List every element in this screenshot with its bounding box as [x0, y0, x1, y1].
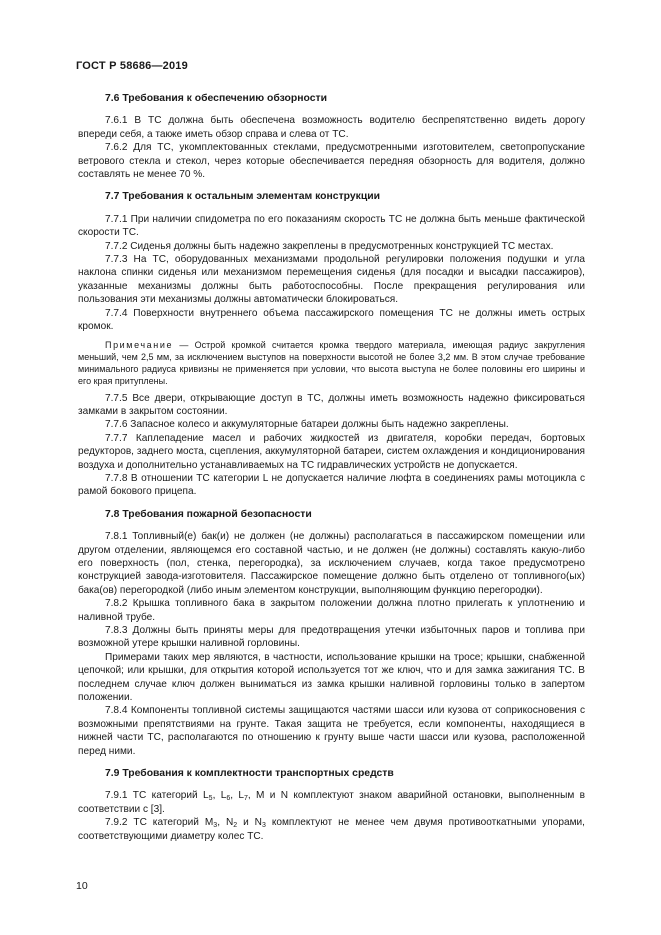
- clause-7-8-2: 7.8.2 Крышка топливного бака в закрытом положении должна плотно прилегать к уплотнению и наливной трубе.: [78, 598, 585, 623]
- page-number: 10: [76, 880, 88, 892]
- clause-text: , N: [217, 817, 234, 829]
- note-7-7-4: [78, 339, 585, 387]
- clause-7-7-2: 7.7.2 Сиденья должны быть надежно закреплены в предусмотренных конструкцией ТС местах.: [105, 240, 554, 252]
- clause-7-7-5: 7.7.5 Все двери, открывающие доступ в ТС, должны иметь возможность надежно фиксироваться замками в закрытом состоянии.: [78, 392, 585, 417]
- clause-7-7-4: 7.7.4 Поверхности внутреннего объема пассажирского помещения ТС не должны иметь острых кромок.: [78, 307, 585, 333]
- clause-7-6-1: 7.6.1 В ТС должна быть обеспечена возможность водителю беспрепятственно видеть дорогу впереди себя, а также иметь обзор справа и слева от ТС.: [78, 115, 585, 140]
- clause-7-7-7: 7.7.7 Каплепадение масел и рабочих жидкостей из двигателя, коробки передач, бортовых редукторов, заднего моста, сцепления, аккумуляторной батареи, систем охлаждения и кондиционирования воздуха и дополнительно устанавливаемых на ТС гидравлических устройств не допускается.: [78, 432, 585, 471]
- clause-text: , M и N комплектуют знаком аварийной остановки, выполненным в соответствии с [3].: [78, 790, 585, 815]
- document-body: [78, 92, 585, 843]
- standard-header: ГОСТ Р 58686—2019: [76, 60, 188, 72]
- clause-7-6-2: 7.6.2 Для ТС, укомплектованных стеклами, предусмотренными изготовителем, светопропускание ветрового стекла и стекол, через которые обеспечивается передняя обзорность для водителя, должно составлять не менее 70 %.: [78, 142, 585, 181]
- clause-text: комплектуют не менее чем двумя противооткатными упорами, соответствующими диаметру колес ТС.: [78, 817, 585, 842]
- clause-text: и N: [237, 817, 262, 829]
- clause-7-7-3: 7.7.3 На ТС, оборудованных механизмами продольной регулировки положения подушки и угла наклона спинки сиденья или механизмом перемещения сиденья (для посадки и высадки пассажиров), указанные механизмы должны быть работоспособны. После прекращения регулирования или пользования эти механизмы должны автоматически блокироваться.: [78, 254, 585, 306]
- clause-7-8-4: 7.8.4 Компоненты топливной системы защищаются частями шасси или кузова от соприкосновения с возможными препятствиями на грунте. Такая защита не требуется, если компоненты, находящиеся в нижней части ТС, располагаются по отношению к грунту выше части шасси или кузова, расположенной перед ними.: [78, 705, 585, 757]
- subscript: 5: [208, 795, 213, 803]
- clause-7-9-2: [78, 816, 585, 843]
- clause-7-7-1: 7.7.1 При наличии спидометра по его показаниям скорость ТС не должна быть меньше фактической скорости ТС.: [78, 213, 585, 239]
- clause-text: 7.9.2 ТС категорий M: [105, 817, 214, 829]
- subscript: 3: [213, 822, 218, 830]
- subscript: 3: [261, 822, 266, 830]
- note-label: Примечание: [105, 339, 174, 350]
- section-7-8-heading: 7.8 Требования пожарной безопасности: [105, 508, 312, 520]
- subscript: 7: [244, 795, 248, 803]
- clause-text: , L: [230, 790, 244, 802]
- clause-7-7-6: 7.7.6 Запасное колесо и аккумуляторные батареи должны быть надежно закреплены.: [105, 419, 509, 431]
- clause-7-9-1: [78, 789, 585, 816]
- section-7-7-heading: 7.7 Требования к остальным элементам конструкции: [105, 191, 381, 203]
- section-7-9-heading: 7.9 Требования к комплектности транспортных средств: [105, 768, 394, 780]
- clause-text: , L: [212, 790, 227, 802]
- note-text: — Острой кромкой считается кромка твердого материала, имеющая радиус закругления меньший, чем 2,5 мм, за исключением выступов на поверхности высотой не более 3,2 мм. В этом случае требование минимального радиуса кривизны не применяется при условии, что высота выступа не более половины его ширины и его края притуплены.: [78, 339, 585, 386]
- section-7-6-heading: 7.6 Требования к обеспечению обзорности: [105, 93, 327, 104]
- clause-7-8-1: 7.8.1 Топливный(е) бак(и) не должен (не должны) располагаться в пассажирском помещении или другом отделении, являющемся его составной частью, и не должен (не должны) составлять какую-либо его поверхность (пол, стенка, перегородка), за исключением случаев, когда такое предусмотрено конструкцией завода-изготовителя. Пассажирское помещение должно быть отделено от топливного(ых) бака(ов) перегородкой (либо иным элементом конструкции, выполняющим функцию перегородки).: [78, 531, 585, 596]
- subscript: 6: [226, 795, 231, 803]
- clause-7-8-3-examples: Примерами таких мер являются, в частности, использование крышки на тросе; крышки, снабженной цепочкой; или крышки, для открытия которой используется тот же ключ, что и для замка зажигания ТС. В последнем случае ключ должен выниматься из замка крышки наливной горловины только в запертом положении.: [78, 651, 585, 704]
- clause-text: 7.9.1 ТС категорий L: [105, 790, 209, 802]
- clause-7-7-8: 7.7.8 В отношении ТС категории L не допускается наличие люфта в соединениях рамы мотоцикла с рамой бокового прицепа.: [78, 472, 585, 498]
- clause-7-8-3: 7.8.3 Должны быть приняты меры для предотвращения утечки избыточных паров и топлива при возможной утере крышки наливной горловины.: [78, 625, 585, 650]
- subscript: 2: [233, 822, 238, 830]
